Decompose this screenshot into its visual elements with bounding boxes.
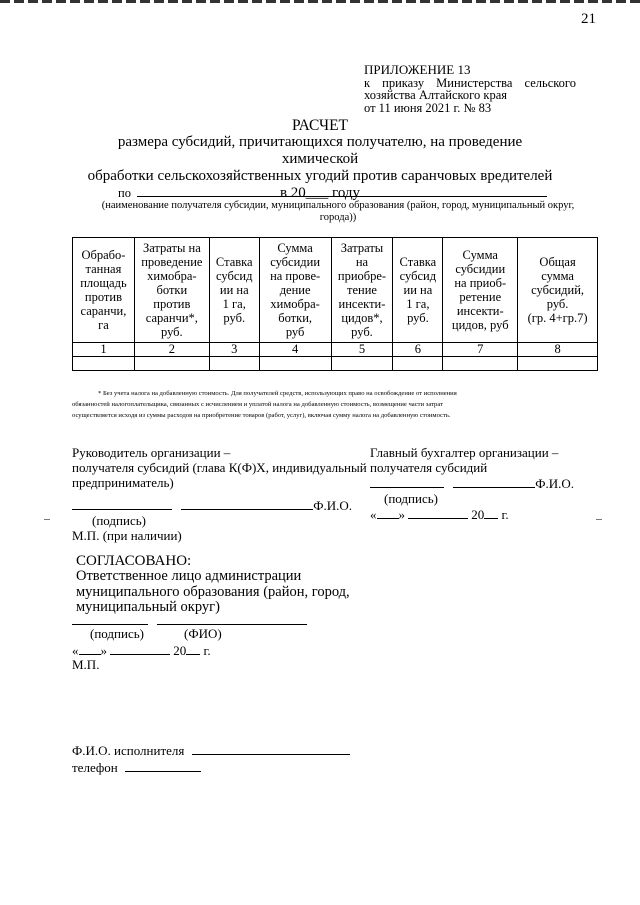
recipient-note-line-1: (наименование получателя субсидии, муниципального образования (район, город, муниципальный округ, <box>101 200 575 211</box>
head-signature-field[interactable] <box>72 497 172 510</box>
footnote-line-3: осуществляется исходя из суммы расходов на приобретение товаров (работ, услуг), включая сумму налога на добавленную стоимость. <box>72 412 451 419</box>
column-number: 5 <box>331 343 393 357</box>
recipient-input-line[interactable] <box>137 184 547 197</box>
calculation-table <box>72 237 598 371</box>
approved-date-line: « » 20 г. <box>72 643 211 658</box>
document-title: РАСЧЕТ <box>291 117 349 134</box>
data-cell[interactable] <box>393 357 443 371</box>
annex-line-2: к приказу Министерства сельского <box>364 75 576 90</box>
executor-fio-line <box>72 742 350 758</box>
page-number: 21 <box>581 11 596 27</box>
data-cell[interactable] <box>518 357 598 371</box>
header-cell: Общая сумма субсидий, руб. (гр. 4+гр.7) <box>518 238 598 343</box>
approved-month-field[interactable] <box>110 642 170 655</box>
head-name-field[interactable] <box>181 497 313 510</box>
accountant-line-2: получателя субсидий <box>370 460 488 475</box>
annex-block <box>364 64 576 114</box>
head-org-line-2: получателя субсидий (глава К(Ф)Х, индивидуальный <box>72 460 367 475</box>
column-number: 2 <box>134 343 209 357</box>
recipient-line <box>118 184 547 201</box>
accountant-day-field[interactable] <box>377 506 399 519</box>
data-cell[interactable] <box>331 357 393 371</box>
accountant-date-line: « » 20 г. <box>370 507 509 522</box>
subtitle-line-2: обработки сельскохозяйственных угодий против саранчовых вредителей <box>87 168 553 184</box>
header-cell: Затраты на приобре- тение инсекти- цидов*, руб. <box>331 238 393 343</box>
header-cell: Ставка субсид ии на 1 га, руб. <box>393 238 443 343</box>
data-cell[interactable] <box>134 357 209 371</box>
approved-block <box>76 569 350 616</box>
approved-line-2: муниципального образования (район, город, <box>76 583 350 600</box>
accountant-year-field[interactable] <box>484 506 498 519</box>
accountant-signature-field[interactable] <box>370 475 444 488</box>
approved-title: СОГЛАСОВАНО: <box>76 553 192 569</box>
approved-line-3: муниципальный округ) <box>76 599 220 615</box>
data-cell[interactable] <box>209 357 259 371</box>
header-cell: Обрабо- танная площадь против саранчи, га <box>73 238 135 343</box>
column-number: 7 <box>443 343 518 357</box>
approved-fio-caption: (ФИО) <box>184 626 222 641</box>
column-number: 6 <box>393 343 443 357</box>
data-cell[interactable] <box>443 357 518 371</box>
subtitle-line-1: размера субсидий, причитающихся получателю, на проведение химической <box>117 134 523 167</box>
head-mp: М.П. (при наличии) <box>72 528 182 543</box>
scan-mark <box>44 519 50 520</box>
executor-phone-field[interactable] <box>125 759 201 772</box>
approved-sign-caption: (подпись) <box>90 626 144 641</box>
header-cell: Сумма субсидии на прове- дение химобра- ботки, руб <box>259 238 331 343</box>
top-border <box>0 0 640 3</box>
executor-fio-field[interactable] <box>192 742 350 755</box>
head-org-line-1: Руководитель организации – <box>72 445 231 460</box>
annex-title: ПРИЛОЖЕНИЕ 13 <box>364 62 471 77</box>
approved-day-field[interactable] <box>79 642 101 655</box>
head-fio-label: Ф.И.О. <box>313 498 353 513</box>
header-cell: Ставка субсид ии на 1 га, руб. <box>209 238 259 343</box>
data-cell[interactable] <box>73 357 135 371</box>
accountant-signature-line <box>370 475 574 491</box>
table-row <box>73 357 598 371</box>
accountant-name-field[interactable] <box>453 475 535 488</box>
accountant-block <box>370 445 558 475</box>
accountant-fio-label: Ф.И.О. <box>535 476 575 491</box>
approved-name-field[interactable] <box>157 612 307 625</box>
column-number: 4 <box>259 343 331 357</box>
column-number: 8 <box>518 343 598 357</box>
table-number-row <box>73 343 598 357</box>
approved-line-1: Ответственное лицо администрации <box>76 568 302 584</box>
accountant-month-field[interactable] <box>408 506 468 519</box>
approved-signature-field[interactable] <box>72 612 148 625</box>
recipient-prefix: по <box>118 186 131 200</box>
footnote <box>72 388 598 421</box>
head-sign-caption: (подпись) <box>92 513 146 528</box>
recipient-note-line-2: города)) <box>319 212 357 223</box>
approved-mp: М.П. <box>72 657 100 672</box>
header-cell: Сумма субсидии на приоб- ретение инсекти- цидов, руб <box>443 238 518 343</box>
footnote-line-2: обязанностей налогоплательщика, связанных с исчислением и уплатой налога на добавленную стоимость, возмещение части затрат <box>72 401 443 408</box>
head-org-signature-line <box>72 497 352 513</box>
annex-date: от 11 июня 2021 г. № 83 <box>364 100 492 115</box>
data-cell[interactable] <box>259 357 331 371</box>
header-cell: Затраты на проведение химобра- ботки против саранчи*, руб. <box>134 238 209 343</box>
accountant-sign-caption: (подпись) <box>384 491 438 506</box>
footnote-line-1: * Без учета налога на добавленную стоимость. Для получателей средств, использующих право на освобождение от исполнения <box>98 390 457 397</box>
approved-year-field[interactable] <box>186 642 200 655</box>
accountant-line-1: Главный бухгалтер организации – <box>370 445 559 460</box>
recipient-note <box>78 200 598 224</box>
annex-line-3: хозяйства Алтайского края <box>364 88 507 102</box>
scan-mark <box>596 519 602 520</box>
executor-phone-label: телефон <box>72 760 118 775</box>
table-header-row <box>73 238 598 343</box>
subtitle-line-3: в 20___ году <box>279 185 361 201</box>
executor-phone-line <box>72 759 201 775</box>
column-number: 1 <box>73 343 135 357</box>
executor-fio-label: Ф.И.О. исполнителя <box>72 743 185 758</box>
head-org-line-3: предприниматель) <box>72 475 174 490</box>
head-org-block <box>72 445 367 490</box>
column-number: 3 <box>209 343 259 357</box>
